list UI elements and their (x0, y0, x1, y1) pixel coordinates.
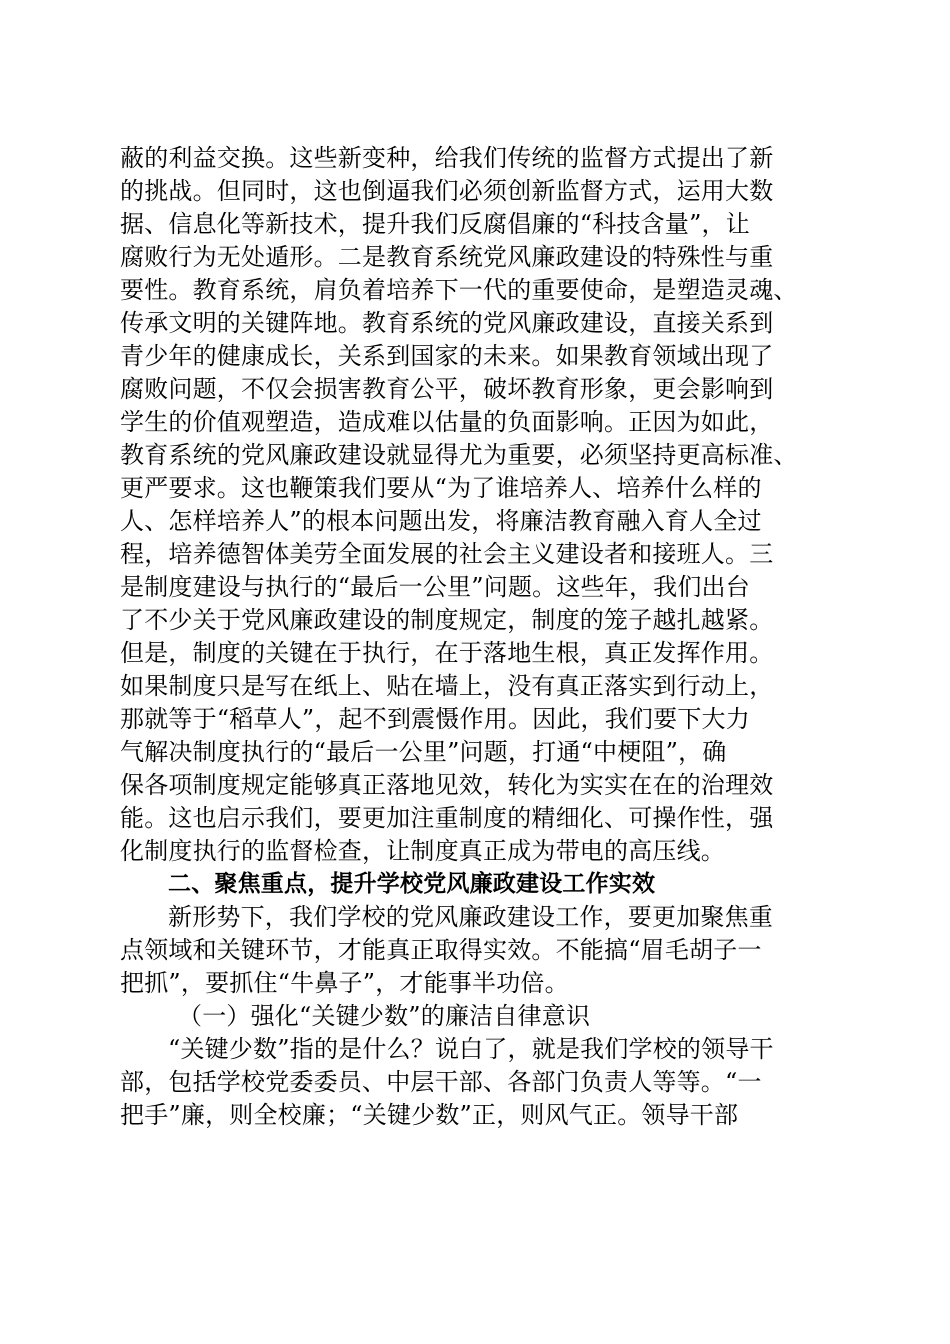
section-heading: 二、聚焦重点，提升学校党风廉政建设工作实效 (168, 871, 656, 897)
text-line: 程，培养德智体美劳全面发展的社会主义建设者和接班人。三 (120, 540, 774, 568)
text-line: 腐败行为无处遁形。二是教育系统党风廉政建设的特殊性与重 (120, 243, 774, 271)
text-line: 传承文明的关键阵地。教育系统的党风廉政建设，直接关系到 (120, 309, 774, 337)
text-line: 但是，制度的关键在于执行，在于落地生根，真正发挥作用。 (120, 639, 774, 667)
document-body (120, 142, 840, 1132)
text-line: 要性。教育系统，肩负着培养下一代的重要使命，是塑造灵魂、 (120, 276, 798, 304)
text-line: 蔽的利益交换。这些新变种，给我们传统的监督方式提出了新 (120, 144, 774, 172)
text-line: 教育系统的党风廉政建设就显得尤为重要，必须坚持更高标准、 (120, 441, 798, 469)
text-line: 青少年的健康成长，关系到国家的未来。如果教育领域出现了 (120, 342, 774, 370)
text-line: 的挑战。但同时，这也倒逼我们必须创新监督方式，运用大数 (120, 177, 774, 205)
text-line: 新形势下，我们学校的党风廉政建设工作，要更加聚焦重 (168, 903, 773, 931)
text-line: 腐败问题，不仅会损害教育公平，破坏教育形象，更会影响到 (120, 375, 774, 403)
text-line: 化制度执行的监督检查，让制度真正成为带电的高压线。 (120, 837, 725, 865)
text-line: 是制度建设与执行的“最后一公里”问题。这些年，我们出台 (120, 573, 750, 601)
text-line: 点领域和关键环节，才能真正取得实效。不能搞“眉毛胡子一 (120, 936, 762, 964)
text-line: 了不少关于党风廉政建设的制度规定，制度的笼子越扎越紧。 (120, 606, 774, 634)
text-line: 部，包括学校党委委员、中层干部、各部门负责人等等。“一 (120, 1068, 762, 1096)
text-line: 学生的价值观塑造，造成难以估量的负面影响。正因为如此， (120, 408, 774, 436)
text-line: 把手”廉，则全校廉；“关键少数”正，则风气正。领导干部 (120, 1101, 739, 1129)
text-line: 保各项制度规定能够真正落地见效，转化为实实在在的治理效 (120, 771, 774, 799)
text-line: 那就等于“稻草人”，起不到震慑作用。因此，我们要下大力 (120, 705, 750, 733)
text-line: 把抓”，要抓住“牛鼻子”，才能事半功倍。 (120, 969, 569, 997)
text-line: 据、信息化等新技术，提升我们反腐倡廉的“科技含量”，让 (120, 210, 750, 238)
text-line: 人、怎样培养人”的根本问题出发，将廉洁教育融入育人全过 (120, 507, 762, 535)
text-line: 更严要求。这也鞭策我们要从“为了谁培养人、培养什么样的 (120, 474, 762, 502)
text-line: 如果制度只是写在纸上、贴在墙上，没有真正落实到行动上， (120, 672, 774, 700)
sub-heading: （一）强化“关键少数”的廉洁自律意识 (178, 1002, 591, 1030)
text-line: “关键少数”指的是什么？说白了，就是我们学校的领导干 (168, 1035, 774, 1063)
text-line: 能。这也启示我们，要更加注重制度的精细化、可操作性，强 (120, 804, 774, 832)
text-line: 气解决制度执行的“最后一公里”问题，打通“中梗阻”，确 (120, 738, 727, 766)
